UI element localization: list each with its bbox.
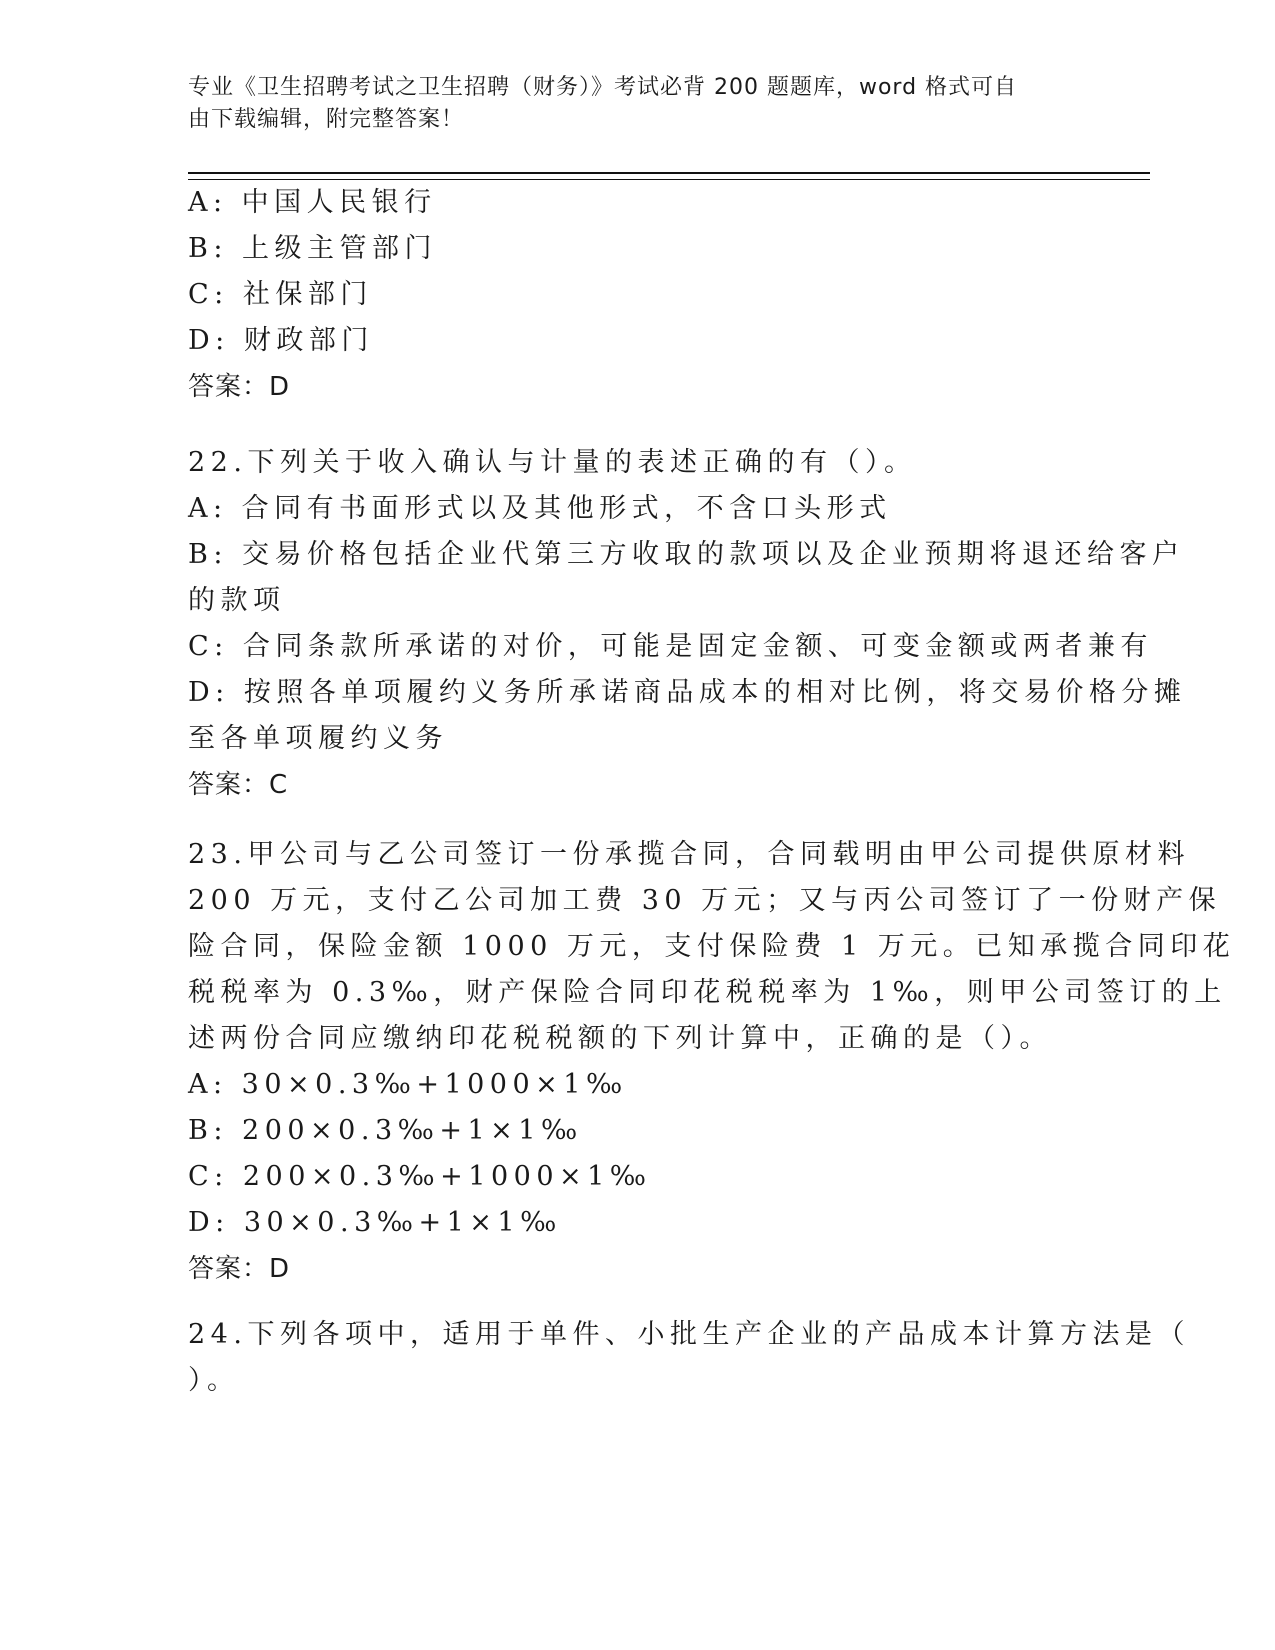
q23-question-line-5: 述两份合同应缴纳印花税税额的下列计算中，正确的是（）。 [188, 1023, 1052, 1054]
q22-option-d-line-1: D: 按照各单项履约义务所承诺商品成本的相对比例，将交易价格分摊 [188, 677, 1187, 708]
q23-option-d: D: 30×0.3‰+1×1‰ [188, 1207, 562, 1238]
q23-answer: 答案：D [188, 1254, 291, 1284]
q22-answer: 答案：C [188, 770, 289, 800]
q21-answer: 答案：D [188, 372, 291, 402]
document-header [188, 72, 1088, 136]
q23-option-c: C: 200×0.3‰+1000×1‰ [188, 1161, 652, 1192]
q23-question-line-3: 险合同，保险金额 1000 万元，支付保险费 1 万元。已知承揽合同印花 [188, 931, 1236, 962]
q23-question-line-2: 200 万元，支付乙公司加工费 30 万元；又与丙公司签订了一份财产保 [188, 885, 1222, 916]
q24-question-line-1: 24.下列各项中，适用于单件、小批生产企业的产品成本计算方法是（ [188, 1319, 1190, 1350]
question-21-block [188, 180, 1078, 410]
q22-option-c: C: 合同条款所承诺的对价，可能是固定金额、可变金额或两者兼有 [188, 631, 1153, 662]
header-line-2: 由下载编辑，附完整答案！ [188, 107, 465, 132]
header-rule-thick [188, 172, 1150, 174]
q24-question-line-2: ）。 [188, 1365, 240, 1396]
q21-option-c: C: 社保部门 [188, 279, 373, 310]
q22-option-b-line-2: 的款项 [188, 585, 286, 616]
q22-option-d-line-2: 至各单项履约义务 [188, 723, 448, 754]
question-22-block [188, 440, 1187, 808]
q22-option-a: A: 合同有书面形式以及其他形式，不含口头形式 [188, 493, 892, 524]
question-23-block [188, 832, 1236, 1292]
question-24-block [188, 1312, 1190, 1404]
q22-question: 22.下列关于收入确认与计量的表述正确的有（）。 [188, 447, 917, 478]
q21-option-d: D: 财政部门 [188, 325, 374, 356]
q23-question-line-4: 税税率为 0.3‰，财产保险合同印花税税率为 1‰，则甲公司签订的上 [188, 977, 1227, 1008]
q23-question-line-1: 23.甲公司与乙公司签订一份承揽合同，合同载明由甲公司提供原材料 [188, 839, 1190, 870]
q21-option-b: B: 上级主管部门 [188, 233, 438, 264]
q22-option-b-line-1: B: 交易价格包括企业代第三方收取的款项以及企业预期将退还给客户 [188, 539, 1185, 570]
header-line-1: 专业《卫生招聘考试之卫生招聘（财务）》考试必背 200 题题库，word 格式可自 [188, 75, 1018, 100]
q23-option-b: B: 200×0.3‰+1×1‰ [188, 1115, 583, 1146]
q23-option-a: A: 30×0.3‰+1000×1‰ [188, 1069, 628, 1100]
q21-option-a: A: 中国人民银行 [188, 187, 437, 218]
